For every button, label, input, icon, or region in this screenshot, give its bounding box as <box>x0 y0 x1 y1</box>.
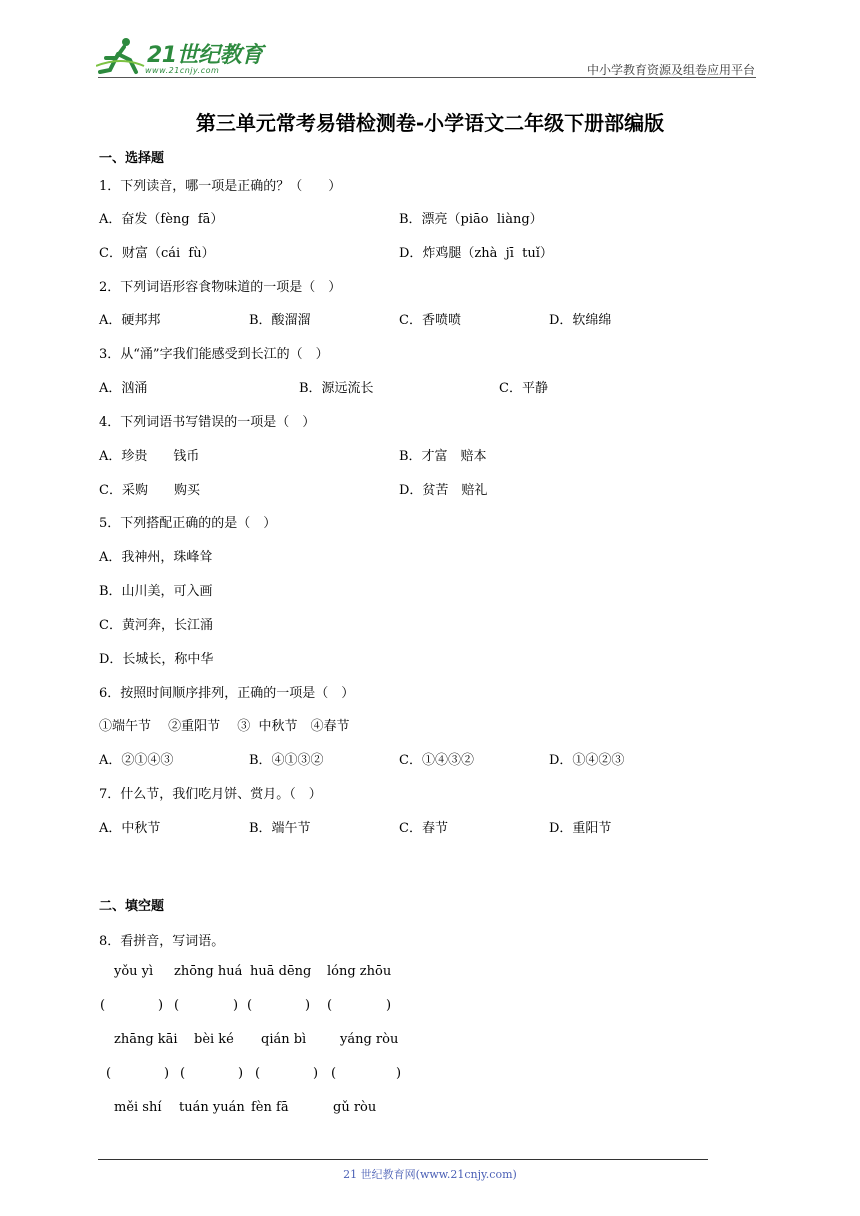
pinyin: huā dēng <box>250 964 312 979</box>
pinyin: yáng ròu <box>340 1032 399 1047</box>
blank-paren: ) <box>238 1066 244 1081</box>
question-3: 3．从“涌”字我们能感受到长江的（ ） <box>99 347 329 362</box>
pinyin: gǔ ròu <box>333 1100 377 1115</box>
option-2a: A．硬邦邦 <box>99 313 161 328</box>
footer-link[interactable]: 21 世纪教育网(www.21cnjy.com) <box>343 1168 517 1181</box>
option-4d: D．贫苦 赔礼 <box>399 483 488 498</box>
header-divider <box>98 77 756 78</box>
option-7b: B．端午节 <box>249 821 311 836</box>
pinyin: bèi ké <box>194 1032 234 1047</box>
pinyin: zhāng kāi <box>114 1032 178 1047</box>
pinyin: yǒu yì <box>114 964 154 979</box>
option-2d: D．软绵绵 <box>549 313 612 328</box>
blank-paren: ) <box>164 1066 170 1081</box>
pinyin: fèn fā <box>251 1100 289 1115</box>
option-4b: B．才富 赔本 <box>399 449 487 464</box>
question-2: 2．下列词语形容食物味道的一项是（ ） <box>99 280 342 295</box>
option-7d: D．重阳节 <box>549 821 612 836</box>
question-7: 7．什么节，我们吃月饼、赏月。（ ） <box>99 787 322 802</box>
question-8: 8．看拼音，写词语。 <box>99 934 225 949</box>
blank-paren: ) <box>396 1066 402 1081</box>
option-5a: A．我神州，珠峰耸 <box>99 550 213 565</box>
pinyin: zhōng huá <box>174 964 243 979</box>
option-5c: C．黄河奔，长江涌 <box>99 618 213 633</box>
question-1: 1．下列读音，哪一项是正确的？（ ） <box>99 179 342 194</box>
option-7c: C．春节 <box>399 821 448 836</box>
option-3c: C．平静 <box>499 381 548 396</box>
platform-label: 中小学教育资源及组卷应用平台 <box>586 63 755 77</box>
blank-paren: ( <box>255 1066 261 1081</box>
option-2c: C．香喷喷 <box>399 313 461 328</box>
blank-paren: ( <box>106 1066 112 1081</box>
option-1a: A．奋发（fèng fā） <box>99 212 224 227</box>
pinyin: lóng zhōu <box>327 964 392 979</box>
pinyin: qián bì <box>261 1032 307 1047</box>
blank-paren: ) <box>305 998 311 1013</box>
pinyin: tuán yuán <box>179 1100 245 1115</box>
logo-brand: 21世纪教育 <box>147 43 263 68</box>
option-4c: C．采购 购买 <box>99 483 200 498</box>
blank-paren: ) <box>158 998 164 1013</box>
page-title: 第三单元常考易错检测卷-小学语文二年级下册部编版 <box>195 111 665 135</box>
option-1d: D．炸鸡腿（zhà jī tuǐ） <box>399 246 553 261</box>
blank-paren: ( <box>327 998 333 1013</box>
option-1c: C．财富（cái fù） <box>99 246 215 261</box>
section-heading-choice: 一、选择题 <box>99 151 165 166</box>
option-5b: B．山川美，可入画 <box>99 584 213 599</box>
option-2b: B．酸溜溜 <box>249 313 311 328</box>
section-heading-fill: 二、填空题 <box>99 899 165 914</box>
option-6c: C．①④③② <box>399 753 474 768</box>
blank-paren: ) <box>313 1066 319 1081</box>
pinyin: měi shí <box>114 1100 162 1115</box>
blank-paren: ) <box>386 998 392 1013</box>
option-1b: B．漂亮（piāo liàng） <box>399 212 543 227</box>
option-5d: D．长城长，称中华 <box>99 652 214 667</box>
blank-paren: ( <box>247 998 253 1013</box>
question-4: 4．下列词语书写错误的一项是（ ） <box>99 415 316 430</box>
option-3a: A．汹涌 <box>99 381 148 396</box>
option-4a: A．珍贵 钱币 <box>99 449 200 464</box>
blank-paren: ( <box>180 1066 186 1081</box>
blank-paren: ( <box>331 1066 337 1081</box>
question-5: 5．下列搭配正确的的是（ ） <box>99 516 277 531</box>
logo-url: www.21cnjy.com <box>145 66 220 75</box>
blank-paren: ( <box>100 998 106 1013</box>
option-7a: A．中秋节 <box>99 821 161 836</box>
blank-paren: ( <box>174 998 180 1013</box>
question-6-items: ①端午节 ②重阳节 ③ 中秋节 ④春节 <box>99 719 350 734</box>
footer-divider <box>98 1159 708 1160</box>
option-6b: B．④①③② <box>249 753 324 768</box>
option-6a: A．②①④③ <box>99 753 174 768</box>
blank-paren: ) <box>233 998 239 1013</box>
option-6d: D．①④②③ <box>549 753 625 768</box>
option-3b: B．源远流长 <box>299 381 374 396</box>
question-6: 6．按照时间顺序排列，正确的一项是（ ） <box>99 686 355 701</box>
